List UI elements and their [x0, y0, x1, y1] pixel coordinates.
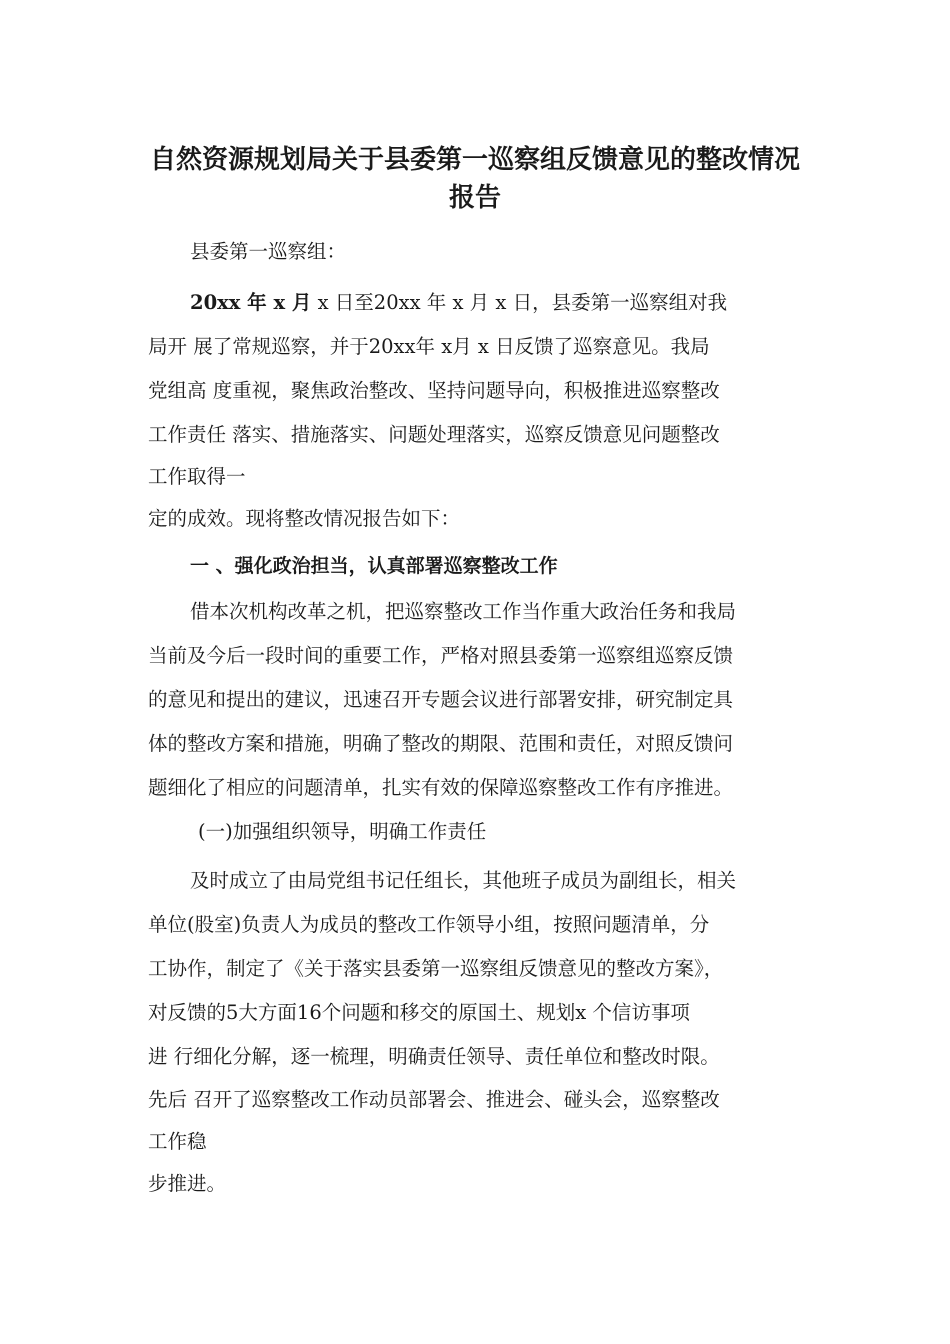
subsection-1-line-4: 对反馈的5大方面16个问题和移交的原国土、规划x 个信访事项 — [148, 1001, 690, 1024]
subsection-1-line-5: 进 行细化分解，逐一梳理，明确责任领导、责任单位和整改时限。 — [148, 1045, 720, 1068]
subsection-1-line-1: 及时成立了由局党组书记任组长，其他班子成员为副组长，相关 — [190, 869, 737, 892]
intro-line-2: 局开 展了常规巡察，并于20xx年 x月 x 日反馈了巡察意见。我局 — [148, 335, 710, 358]
subsection-1-line-8: 步推进。 — [148, 1172, 227, 1195]
subsection-1-line-6: 先后 召开了巡察整改工作动员部署会、推进会、碰头会，巡察整改 — [148, 1088, 720, 1111]
subsection-1-line-7: 工作稳 — [148, 1130, 207, 1153]
section-1-line-4: 体的整改方案和措施，明确了整改的期限、范围和责任，对照反馈问 — [148, 732, 734, 755]
intro-line-4: 工作责任 落实、措施落实、问题处理落实，巡察反馈意见问题整改 — [148, 423, 720, 446]
salutation: 县委第一巡察组： — [190, 240, 347, 263]
section-1-heading: 一 、强化政治担当，认真部署巡察整改工作 — [190, 555, 558, 577]
document-title-line-1: 自然资源规划局关于县委第一巡察组反馈意见的整改情况 — [149, 145, 800, 175]
subsection-1-line-3: 工协作，制定了《关于落实县委第一巡察组反馈意见的整改方案》， — [148, 957, 724, 980]
intro-line-3: 党组高 度重视，聚焦政治整改、坚持问题导向，积极推进巡察整改 — [148, 379, 720, 402]
subsection-1-heading: (一)加强组织领导，明确工作责任 — [198, 820, 487, 843]
section-1-line-3: 的意见和提出的建议，迅速召开专题会议进行部署安排，研究制定具 — [148, 688, 734, 711]
section-1-line-2: 当前及今后一段时间的重要工作，严格对照县委第一巡察组巡察反馈 — [148, 644, 734, 667]
subsection-1-line-2: 单位(股室)负责人为成员的整改工作领导小组，按照问题清单，分 — [148, 913, 710, 936]
intro-line-6: 定的成效。现将整改情况报告如下： — [148, 507, 461, 530]
intro-line-1 — [190, 288, 850, 318]
intro-line-5: 工作取得一 — [148, 465, 246, 488]
intro-line-1-rest: x 日至20xx 年 x 月 x 日，县委第一巡察组对我 — [311, 291, 728, 314]
document-title-line-2: 报告 — [448, 183, 501, 213]
section-1-line-1: 借本次机构改革之机，把巡察整改工作当作重大政治任务和我局 — [190, 600, 737, 623]
section-1-line-5: 题细化了相应的问题清单，扎实有效的保障巡察整改工作有序推进。 — [148, 776, 734, 799]
intro-date-lead: 20xx 年 x 月 — [190, 291, 312, 314]
